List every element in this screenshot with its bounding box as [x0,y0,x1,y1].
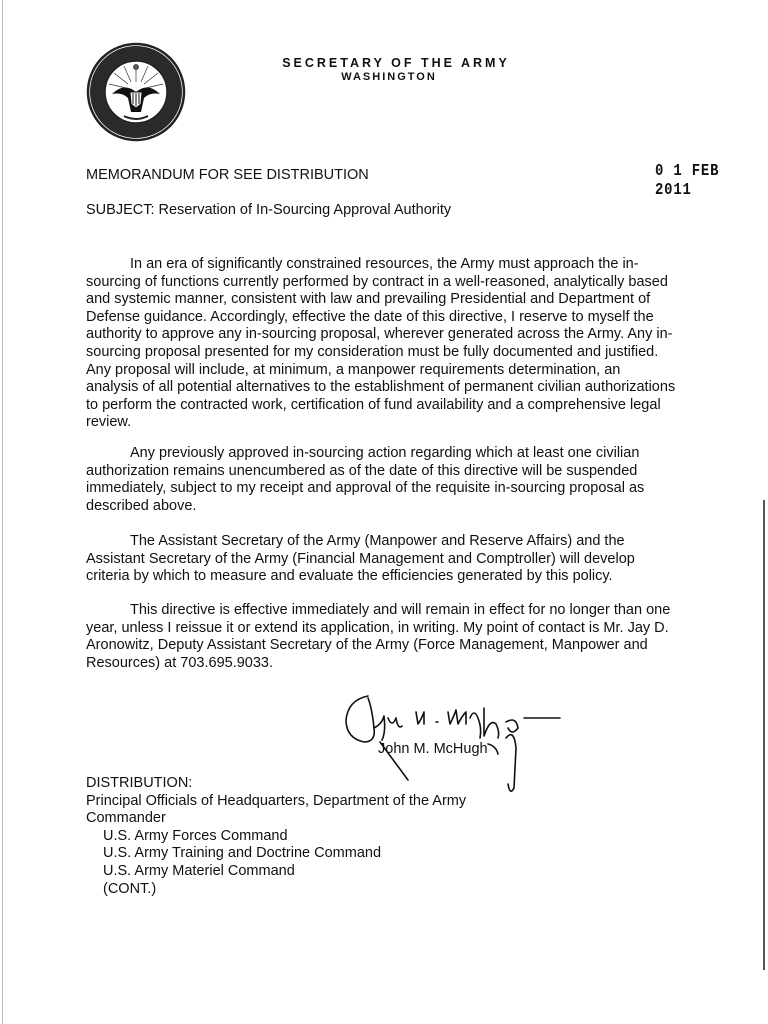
scan-edge-left [2,0,3,1024]
distribution-list [86,775,466,898]
subject-line: SUBJECT: Reservation of In-Sourcing Approval Authority [86,202,452,218]
letterhead-location: WASHINGTON [341,71,437,83]
distribution-line: Principal Officials of Headquarters, Department of the Army [86,792,467,809]
distribution-sub-line: U.S. Army Materiel Command [103,862,295,879]
distribution-sub-line: U.S. Army Forces Command [103,827,288,844]
memorandum-for-line: MEMORANDUM FOR SEE DISTRIBUTION [86,167,369,183]
body-paragraph-4: This directive is effective immediately and will remain in effect for no longer than one year, unless I reissue it or extend its application, in writing. My point of contact is Mr. Jay D. Aronowitz, Deputy Assistant Secretary of the Army (Force Management, Manpower and Resources) at 703.695.9033. [86,602,671,671]
scan-edge-right [763,500,765,970]
body-paragraph-3: The Assistant Secretary of the Army (Manpower and Reserve Affairs) and the Assistant Secretary of the Army (Financial Management and Comptroller) will develop criteria by which to measure and evaluate the efficiencies generated by this policy. [86,533,635,585]
distribution-sub-line: (CONT.) [103,880,157,897]
distribution-line: Commander [86,810,166,827]
date-stamp: 0 1 FEB 2011 [655,162,720,200]
signer-name: John M. McHugh [378,741,488,757]
letterhead-title: SECRETARY OF THE ARMY [282,56,510,70]
body-paragraph-1: In an era of significantly constrained resources, the Army must approach the in-sourcing of functions currently performed by contract in a well-reasoned, analytically based and systemic manner, consistent with law and prevailing Presidential and Department of Defense guidance. Accordingly, effective the date of this directive, I reserve to myself the authority to approve any in-sourcing proposal, wherever generated across the Army. Any in-sourcing proposal presented for my consideration must be fully documented and justified. Any proposal will include, at minimum, a manpower requirements determination, an analysis of all potential alternatives to the establishment of permanent civilian authorizations to perform the contracted work, certification of fund availability and a comprehensive legal review. [86,256,676,431]
distribution-heading: DISTRIBUTION: [86,775,193,791]
body-paragraph-2: Any previously approved in-sourcing action regarding which at least one civilian authorization remains unencumbered as of the date of this directive will be suspended immediately, subject to my receipt and approval of the requisite in-sourcing proposal as described above. [86,445,645,514]
distribution-sub-line: U.S. Army Training and Doctrine Command [103,845,382,862]
